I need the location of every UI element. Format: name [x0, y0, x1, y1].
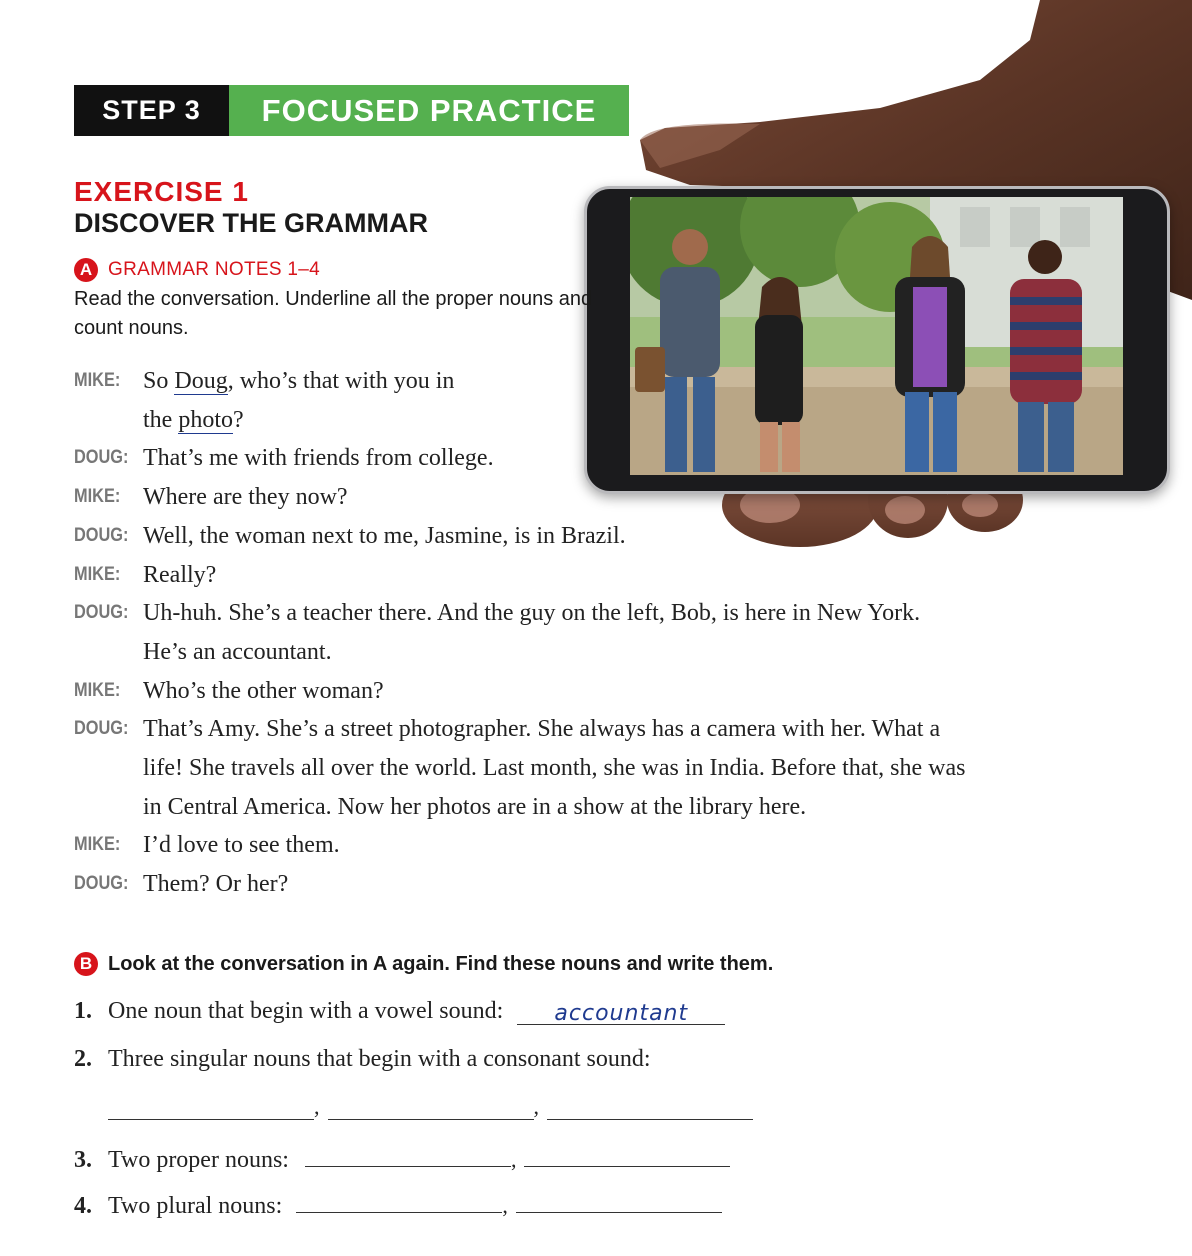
exercise-title: DISCOVER THE GRAMMAR — [74, 208, 429, 238]
speaker-label: DOUG: — [74, 873, 129, 895]
conversation-line — [74, 556, 1084, 595]
answer-blank[interactable] — [524, 1142, 730, 1167]
conversation-line — [74, 594, 1084, 633]
speech-text: Really? — [143, 561, 217, 588]
speech-text: That’s me with friends from college. — [143, 445, 494, 472]
speech-text: Uh-huh. She’s a teacher there. And the guy on the left, Bob, is here in New York. — [143, 600, 921, 627]
part-a-badge: A — [74, 258, 98, 282]
speech-text: Them? Or her? — [143, 871, 289, 898]
speaker-label: MIKE: — [74, 486, 121, 508]
grammar-notes-link: GRAMMAR NOTES 1–4 — [108, 259, 321, 280]
step-banner — [74, 85, 629, 136]
answer-blank[interactable] — [328, 1095, 534, 1120]
conversation-line — [74, 710, 1084, 749]
step-title: FOCUSED PRACTICE — [229, 85, 629, 136]
speaker-label — [74, 788, 133, 827]
speaker-label: DOUG: — [74, 602, 129, 624]
question-text: One noun that begin with a vowel sound: — [108, 998, 504, 1024]
conversation-line — [74, 478, 1084, 517]
question-text: Three singular nouns that begin with a consonant sound: — [108, 1046, 651, 1072]
answer-blank[interactable] — [305, 1142, 511, 1167]
speaker-label — [74, 749, 133, 788]
speech-text: I’d love to see them. — [143, 832, 340, 859]
speaker-label: DOUG: — [74, 718, 129, 740]
question-2 — [74, 1046, 651, 1073]
speech-text: Where are they now? — [143, 484, 348, 511]
speaker-label: MIKE: — [74, 563, 121, 585]
part-a-header — [74, 258, 320, 282]
handwritten-answer: accountant — [554, 1001, 689, 1026]
conversation-line — [74, 672, 1084, 711]
question-number: 4. — [74, 1193, 92, 1219]
question-3 — [74, 1142, 730, 1174]
speech-text: in Central America. Now her photos are in a show at the library here. — [143, 793, 807, 820]
step-label: STEP 3 — [74, 85, 229, 136]
speaker-label: DOUG: — [74, 524, 129, 546]
part-a-instruction: Read the conversation. Underline all the proper nouns and count nouns. — [74, 288, 593, 339]
answer-blank[interactable] — [517, 1000, 725, 1025]
speaker-label — [74, 401, 133, 440]
speech-text: That’s Amy. She’s a street photographer. She always has a camera with her. What a — [143, 716, 941, 743]
part-b-badge: B — [74, 952, 98, 976]
speaker-label — [74, 633, 133, 672]
conversation-line — [74, 826, 1084, 865]
question-1 — [74, 998, 725, 1025]
speaker-label: DOUG: — [74, 447, 129, 469]
conversation-line — [74, 439, 1084, 478]
exercise-number: EXERCISE 1 — [74, 176, 249, 207]
part-b-header — [74, 952, 773, 976]
question-text: Two plural nouns: — [108, 1193, 283, 1219]
speech-text: life! She travels all over the world. Last month, she was in India. Before that, she was — [143, 755, 966, 782]
comma: , — [533, 1094, 539, 1119]
speech-text: He’s an accountant. — [143, 638, 332, 665]
comma: , — [502, 1193, 508, 1218]
speech-text: Who’s the other woman? — [143, 677, 384, 704]
conversation-line — [74, 633, 1084, 672]
speaker-label: MIKE: — [74, 834, 121, 856]
question-text: Two proper nouns: — [108, 1147, 289, 1173]
question-2-blanks — [108, 1094, 753, 1120]
question-number: 1. — [74, 998, 92, 1024]
answer-blank[interactable] — [516, 1188, 722, 1213]
question-number: 2. — [74, 1046, 92, 1072]
answer-blank[interactable] — [108, 1095, 314, 1120]
conversation-line — [74, 865, 1084, 904]
conversation — [74, 362, 1084, 904]
question-4 — [74, 1188, 722, 1220]
comma: , — [314, 1094, 320, 1119]
question-number: 3. — [74, 1147, 92, 1173]
conversation-line — [74, 401, 1084, 440]
comma: , — [510, 1147, 517, 1172]
underlined-noun: Doug — [174, 368, 228, 394]
speech-text: So Doug, who’s that with you in — [143, 368, 455, 394]
conversation-line — [74, 517, 1084, 556]
answer-blank[interactable] — [547, 1095, 753, 1120]
speech-text: the photo? — [143, 406, 244, 433]
underlined-noun: photo — [178, 406, 233, 433]
speaker-label: MIKE: — [74, 370, 121, 391]
conversation-line — [74, 788, 1084, 827]
conversation-line — [74, 362, 1084, 401]
part-b-instruction: Look at the conversation in A again. Find these nouns and write them. — [108, 952, 774, 975]
answer-blank[interactable] — [296, 1188, 502, 1213]
speech-text: Well, the woman next to me, Jasmine, is in Brazil. — [143, 522, 626, 549]
conversation-line — [74, 749, 1084, 788]
speaker-label: MIKE: — [74, 679, 121, 701]
